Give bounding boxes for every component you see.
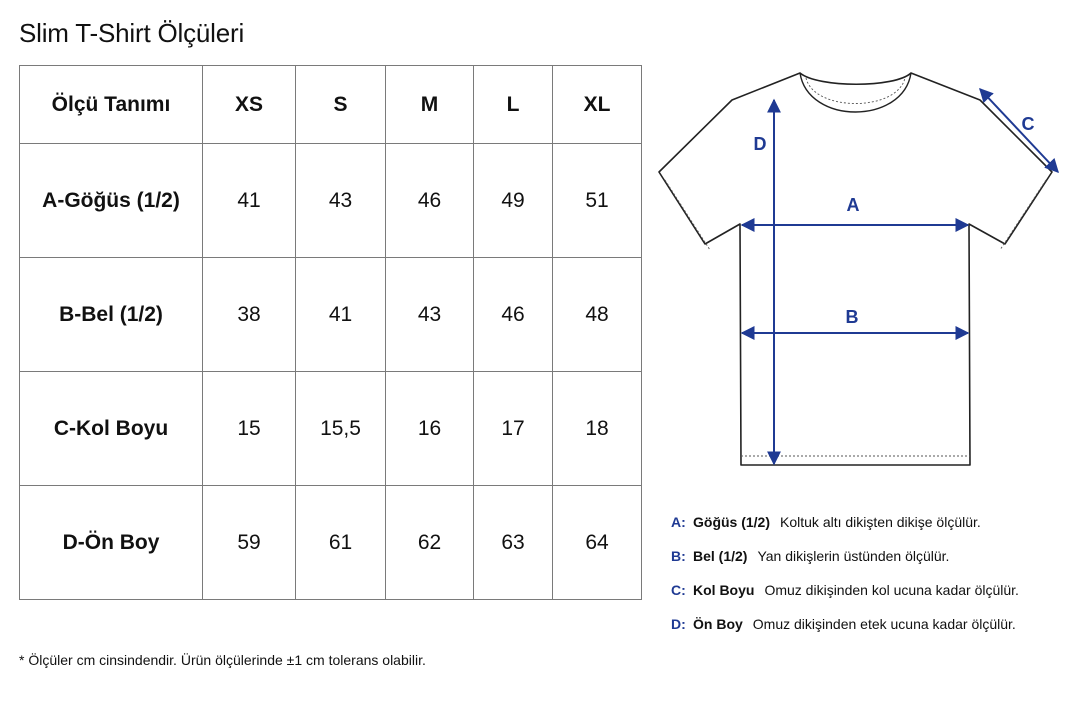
tshirt-diagram xyxy=(650,60,1070,485)
tshirt-outline xyxy=(659,73,1052,465)
legend-term: Göğüs (1/2) xyxy=(693,514,771,530)
table-cell: 15 xyxy=(203,372,296,486)
label-a: A xyxy=(846,195,860,215)
size-table xyxy=(19,65,642,600)
header-cell: S xyxy=(296,66,386,144)
legend-item xyxy=(671,505,1019,539)
legend-description: Koltuk altı dikişten dikişe ölçülür. xyxy=(780,514,981,530)
measurement-legend xyxy=(671,505,1019,641)
header-cell: Ölçü Tanımı xyxy=(20,66,203,144)
table-header-row xyxy=(20,66,642,144)
table-cell: 17 xyxy=(474,372,553,486)
table-cell: 43 xyxy=(386,258,474,372)
table-cell: 59 xyxy=(203,486,296,600)
legend-item xyxy=(671,573,1019,607)
row-label: D-Ön Boy xyxy=(20,486,203,600)
table-cell: 46 xyxy=(474,258,553,372)
table-cell: 62 xyxy=(386,486,474,600)
legend-description: Omuz dikişinden etek ucuna kadar ölçülür. xyxy=(752,616,1016,632)
page-title: Slim T-Shirt Ölçüleri xyxy=(19,18,245,48)
table-cell: 43 xyxy=(296,144,386,258)
table-cell: 41 xyxy=(203,144,296,258)
legend-term: Ön Boy xyxy=(693,616,743,632)
label-c: C xyxy=(1021,114,1035,134)
legend-key: A: xyxy=(671,514,686,530)
row-label: A-Göğüs (1/2) xyxy=(20,144,203,258)
legend-item xyxy=(671,539,1019,573)
table-row xyxy=(20,486,642,600)
legend-term: Bel (1/2) xyxy=(693,548,748,564)
legend-key: D: xyxy=(671,616,686,632)
header-cell: XS xyxy=(203,66,296,144)
legend-item xyxy=(671,607,1019,641)
header-cell: XL xyxy=(553,66,642,144)
table-cell: 38 xyxy=(203,258,296,372)
row-label: C-Kol Boyu xyxy=(20,372,203,486)
legend-description: Yan dikişlerin üstünden ölçülür. xyxy=(757,548,950,564)
label-d: D xyxy=(753,134,767,154)
table-row xyxy=(20,372,642,486)
header-cell: M xyxy=(386,66,474,144)
legend-key: B: xyxy=(671,548,686,564)
row-label: B-Bel (1/2) xyxy=(20,258,203,372)
table-cell: 15,5 xyxy=(296,372,386,486)
table-row xyxy=(20,258,642,372)
table-cell: 46 xyxy=(386,144,474,258)
table-row xyxy=(20,144,642,258)
legend-key: C: xyxy=(671,582,686,598)
header-cell: L xyxy=(474,66,553,144)
table-cell: 61 xyxy=(296,486,386,600)
table-cell: 18 xyxy=(553,372,642,486)
table-cell: 51 xyxy=(553,144,642,258)
table-cell: 49 xyxy=(474,144,553,258)
legend-term: Kol Boyu xyxy=(693,582,755,598)
label-b: B xyxy=(845,307,859,327)
table-cell: 41 xyxy=(296,258,386,372)
legend-description: Omuz dikişinden kol ucuna kadar ölçülür. xyxy=(764,582,1019,598)
table-cell: 16 xyxy=(386,372,474,486)
table-cell: 64 xyxy=(553,486,642,600)
footnote: * Ölçüler cm cinsindendir. Ürün ölçülerinde ±1 cm tolerans olabilir. xyxy=(19,652,426,668)
table-cell: 48 xyxy=(553,258,642,372)
table-cell: 63 xyxy=(474,486,553,600)
